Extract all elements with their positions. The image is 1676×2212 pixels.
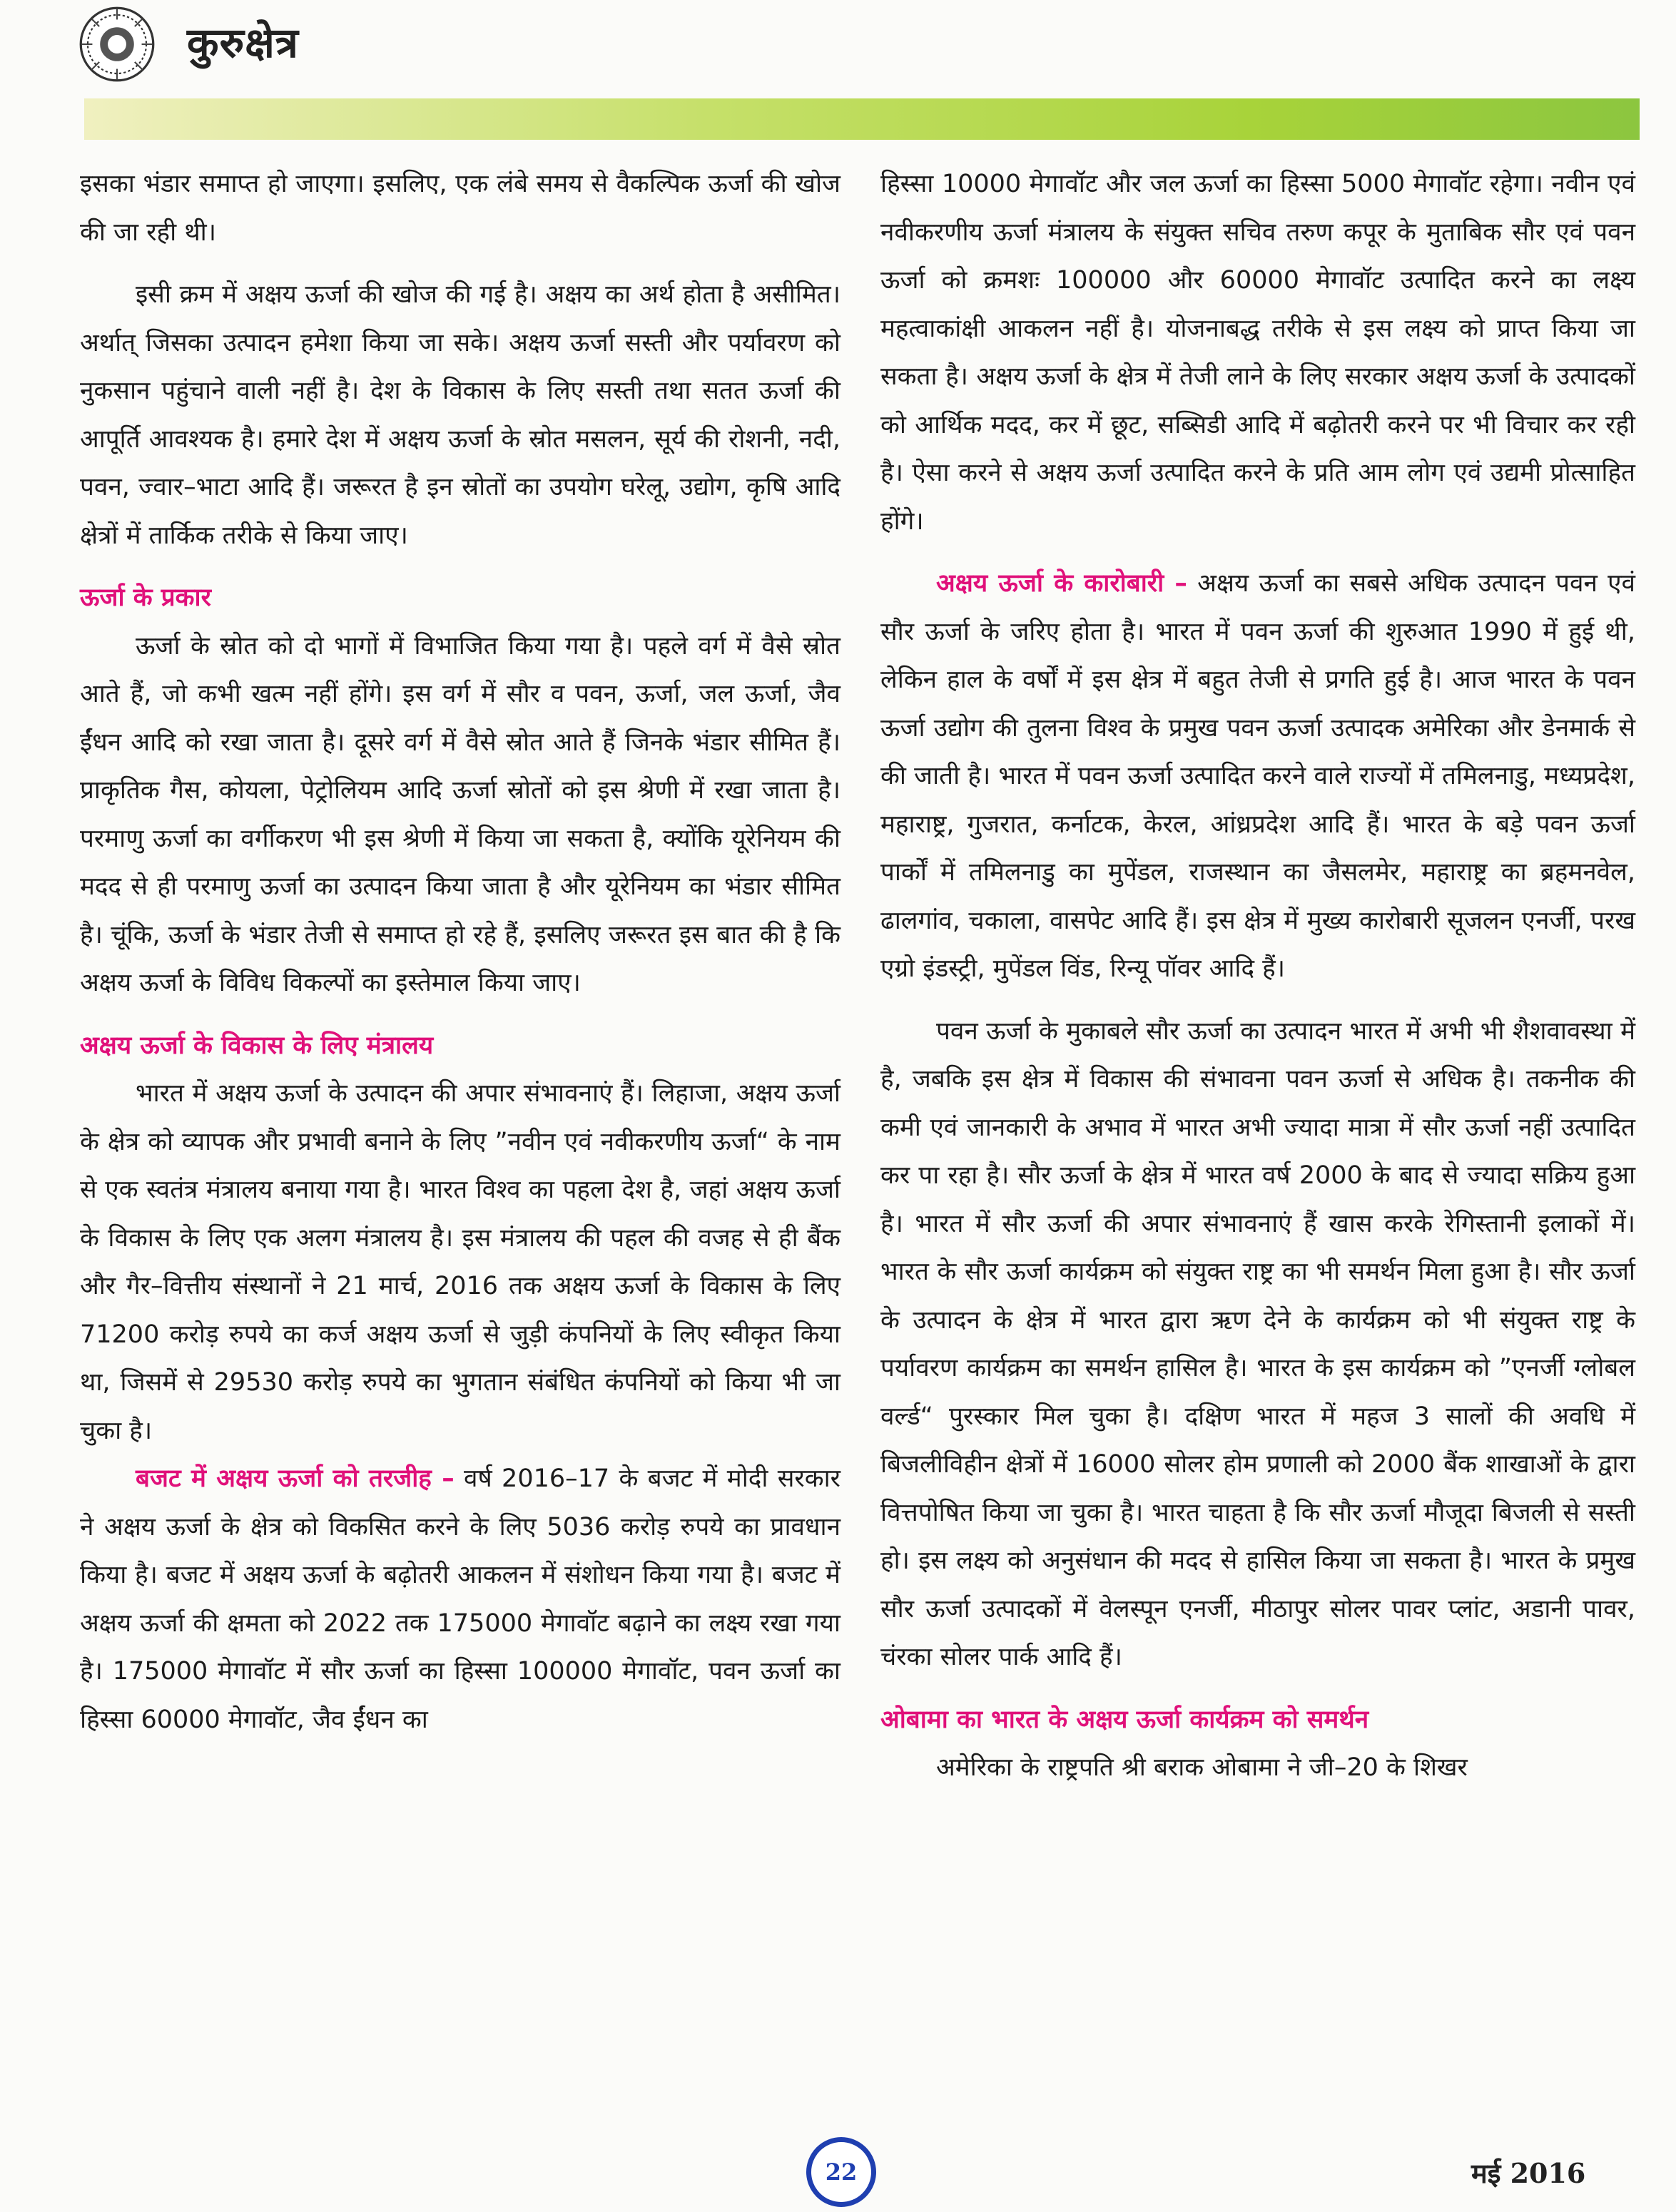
paragraph: पवन ऊर्जा के मुकाबले सौर ऊर्जा का उत्पादन भारत में अभी भी शैशवावस्था में है, जबकि इस क्षेत्र में विकास की संभावना पवन ऊर्जा से अधिक है। तकनीक की कमी एवं जानकारी के अभाव में भारत अभी ज्यादा मात्रा में सौर ऊर्जा नहीं उत्पादित कर पा रहा है। सौर ऊर्जा के क्षेत्र में भारत वर्ष 2000 के बाद से ज्यादा सक्रिय हुआ है। भारत में सौर ऊर्जा की अपार संभावनाएं हैं खास करके रेगिस्तानी इलाकों में। भारत के सौर ऊर्जा कार्यक्रम को संयुक्त राष्ट्र का भी समर्थन मिला हुआ है। सौर ऊर्जा के उत्पादन के क्षेत्र में भारत द्वारा ऋण देने के कार्यक्रम को भी संयुक्त राष्ट्र के पर्यावरण कार्यक्रम का समर्थन हासिल है। भारत के इस कार्यक्रम को ”एनर्जी ग्लोबल वर्ल्ड“ पुरस्कार मिल चुका है। दक्षिण भारत में महज 3 सालों की अवधि में बिजलीविहीन क्षेत्रों में 16000 सोलर होम प्रणाली को 2000 बैंक शाखाओं के द्वारा वित्तपोषित किया जा चुका है। भारत चाहता है कि सौर ऊर्जा मौजूदा बिजली से सस्ती हो। इस लक्ष्य को अनुसंधान की मदद से हासिल किया जा सकता है। भारत के प्रमुख सौर ऊर्जा उत्पादकों में वेलस्पून एनर्जी, मीठापुर सोलर पावर प्लांट, अडानी पावर, चंरका सोलर पार्क आदि हैं। bbox=[880, 1016, 1635, 1671]
paragraph: भारत में अक्षय ऊर्जा के उत्पादन की अपार संभावनाएं हैं। लिहाजा, अक्षय ऊर्जा के क्षेत्र को व्यापक और प्रभावी बनाने के लिए ”नवीन एवं नवीकरणीय ऊर्जा“ के नाम से एक स्वतंत्र मंत्रालय बनाया गया है। भारत विश्व का पहला देश है, जहां अक्षय ऊर्जा के विकास के लिए एक अलग मंत्रालय है। इस मंत्रालय की पहल की वजह से ही बैंक और गैर–वित्तीय संस्थानों ने 21 मार्च, 2016 तक अक्षय ऊर्जा के विकास के लिए 71200 करोड़ रुपये का कर्ज अक्षय ऊर्जा से जुड़ी कंपनियों के लिए स्वीकृत किया था, जिसमें से 29530 करोड़ रुपये का भुगतान संबंधित कंपनियों को किया भी जा चुका है। bbox=[80, 1079, 840, 1445]
page-number: 22 bbox=[806, 2137, 876, 2207]
issue-date: मई 2016 bbox=[1471, 2157, 1586, 2189]
section-heading: ऊर्जा के प्रकार bbox=[80, 583, 211, 612]
lead-heading: बजट में अक्षय ऊर्जा को तरजीह – bbox=[136, 1464, 454, 1493]
paragraph: हिस्सा 10000 मेगावॉट और जल ऊर्जा का हिस्सा 5000 मेगावॉट रहेगा। नवीन एवं नवीकरणीय ऊर्जा मंत्रालय के संयुक्त सचिव तरुण कपूर के मुताबिक सौर एवं पवन ऊर्जा को क्रमशः 100000 और 60000 मेगावॉट उत्पादित करने का लक्ष्य महत्वाकांक्षी आकलन नहीं है। योजनाबद्ध तरीके से इस लक्ष्य को प्राप्त किया जा सकता है। अक्षय ऊर्जा के क्षेत्र में तेजी लाने के लिए सरकार अक्षय ऊर्जा के उत्पादकों को आर्थिक मदद, कर में छूट, सब्सिडी आदि में बढ़ोतरी करने पर भी विचार कर रही है। ऐसा करने से अक्षय ऊर्जा उत्पादित करने के प्रति आम लोग एवं उद्यमी प्रोत्साहित होंगे। bbox=[880, 170, 1635, 536]
paragraph-text: अक्षय ऊर्जा का सबसे अधिक उत्पादन पवन एवं सौर ऊर्जा के जरिए होता है। भारत में पवन ऊर्जा की शुरुआत 1990 में हुई थी, लेकिन हाल के वर्षों में इस क्षेत्र में बहुत तेजी से प्रगति हुई है। आज भारत के पवन ऊर्जा उद्योग की तुलना विश्व के प्रमुख पवन ऊर्जा उत्पादक अमेरिका और डेनमार्क से की जाती है। भारत में पवन ऊर्जा उत्पादित करने वाले राज्यों में तमिलनाडु, मध्यप्रदेश, महाराष्ट्र, गुजरात, कर्नाटक, केरल, आंध्रप्रदेश आदि हैं। भारत के बड़े पवन ऊर्जा पार्कों में तमिलनाडु का मुपेंडल, राजस्थान का जैसलमेर, महाराष्ट्र का ब्रहमनवेल, ढालगांव, चकाला, वासपेट आदि हैं। इस क्षेत्र में मुख्य कारोबारी सूजलन एनर्जी, परख एग्रो इंडस्ट्री, मुपेंडल विंड, रिन्यू पॉवर आदि हैं। bbox=[880, 569, 1635, 983]
right-column bbox=[880, 160, 1635, 1793]
paragraph: इसी क्रम में अक्षय ऊर्जा की खोज की गई है। अक्षय का अर्थ होता है असीमित। अर्थात् जिसका उत्पादन हमेशा किया जा सके। अक्षय ऊर्जा सस्ती और पर्यावरण को नुकसान पहुंचाने वाली नहीं है। देश के विकास के लिए सस्ती तथा सतत ऊर्जा की आपूर्ति आवश्यक है। हमारे देश में अक्षय ऊर्जा के स्रोत मसलन, सूर्य की रोशनी, नदी, पवन, ज्वार–भाटा आदि हैं। जरूरत है इन स्रोतों का उपयोग घरेलू, उद्योग, कृषि आदि क्षेत्रों में तार्किक तरीके से किया जाए। bbox=[80, 280, 840, 550]
magazine-title: कुरुक्षेत्र bbox=[187, 19, 299, 67]
paragraph bbox=[80, 1455, 840, 1744]
section-heading: ओबामा का भारत के अक्षय ऊर्जा कार्यक्रम को समर्थन bbox=[880, 1705, 1369, 1734]
lead-heading: अक्षय ऊर्जा के कारोबारी – bbox=[936, 569, 1187, 598]
section-heading: अक्षय ऊर्जा के विकास के लिए मंत्रालय bbox=[80, 1031, 434, 1060]
header-band bbox=[84, 98, 1640, 140]
paragraph: इसका भंडार समाप्त हो जाएगा। इसलिए, एक लंबे समय से वैकल्पिक ऊर्जा की खोज की जा रही थी। bbox=[80, 170, 840, 247]
paragraph: अमेरिका के राष्ट्रपति श्री बराक ओबामा ने जी–20 के शिखर bbox=[936, 1753, 1468, 1782]
paragraph-text: वर्ष 2016–17 के बजट में मोदी सरकार ने अक्षय ऊर्जा के क्षेत्र को विकसित करने के लिए 5036 करोड़ रुपये का प्रावधान किया है। बजट में अक्षय ऊर्जा के बढ़ोतरी आकलन में संशोधन किया गया है। बजट में अक्षय ऊर्जा की क्षमता को 2022 तक 175000 मेगावॉट बढ़ाने का लक्ष्य रखा गया है। 175000 मेगावॉट में सौर ऊर्जा का हिस्सा 100000 मेगावॉट, पवन ऊर्जा का हिस्सा 60000 मेगावॉट, जैव ईंधन का bbox=[80, 1464, 840, 1734]
emblem-icon bbox=[78, 6, 156, 83]
paragraph bbox=[880, 560, 1635, 994]
paragraph: ऊर्जा के स्रोत को दो भागों में विभाजित किया गया है। पहले वर्ग में वैसे स्रोत आते हैं, जो कभी खत्म नहीं होंगे। इस वर्ग में सौर व पवन, ऊर्जा, जल ऊर्जा, जैव ईंधन आदि को रखा जाता है। दूसरे वर्ग में वैसे स्रोत आते हैं जिनके भंडार सीमित हैं। प्राकृतिक गैस, कोयला, पेट्रोलियम आदि ऊर्जा स्रोतों को इस श्रेणी में रखा जाता है। परमाणु ऊर्जा का वर्गीकरण भी इस श्रेणी में किया जा सकता है, क्योंकि यूरेनियम की मदद से ही परमाणु ऊर्जा का उत्पादन किया जाता है और यूरेनियम का भंडार सीमित है। चूंकि, ऊर्जा के भंडार तेजी से समाप्त हो रहे हैं, इसलिए जरूरत इस बात की है कि अक्षय ऊर्जा के विविध विकल्पों का इस्तेमाल किया जाए। bbox=[80, 631, 840, 997]
left-column bbox=[80, 160, 840, 1744]
